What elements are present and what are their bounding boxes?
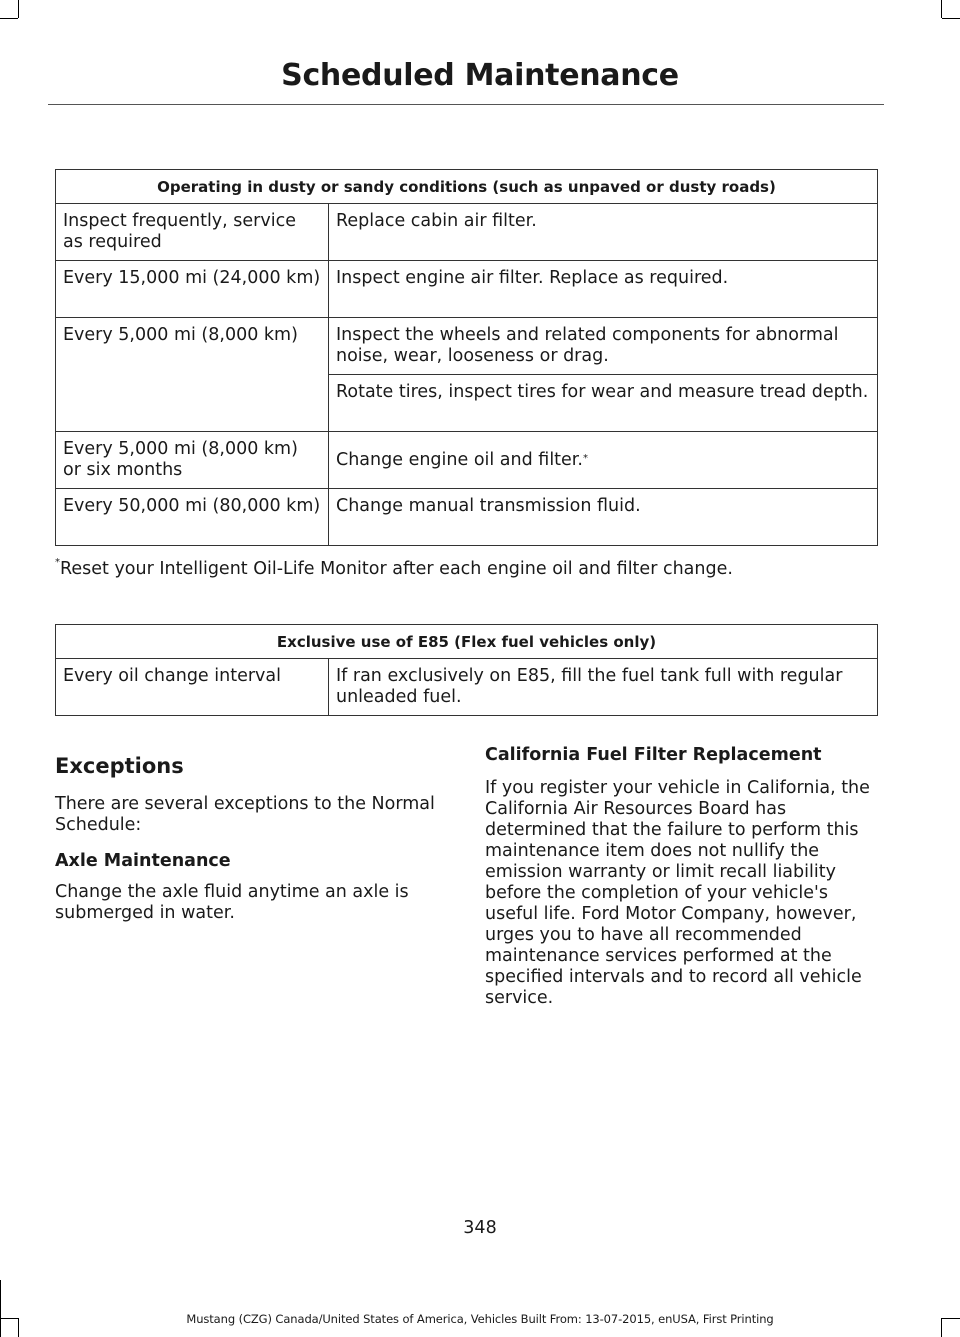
action-cell: Inspect the wheels and related components for abnormal noise, wear, looseness or drag. — [329, 318, 878, 375]
action-cell: Inspect engine air filter. Replace as required. — [329, 261, 878, 318]
interval-cell: Every 5,000 mi (8,000 km) or six months — [56, 432, 329, 489]
interval-cell: Every 50,000 mi (80,000 km) — [56, 489, 329, 546]
table-row — [56, 318, 878, 375]
interval-cell: Inspect frequently, service as required — [56, 204, 329, 261]
axle-maintenance-text: Change the axle fluid anytime an axle is submerged in water. — [55, 882, 409, 923]
table-row — [56, 432, 878, 489]
table-heading: Exclusive use of E85 (Flex fuel vehicles only) — [56, 625, 878, 659]
table-row — [56, 659, 878, 716]
title-divider — [48, 104, 884, 105]
california-section — [485, 744, 881, 1023]
table-row — [56, 204, 878, 261]
crop-mark-top-left-h — [0, 18, 18, 19]
action-cell: Rotate tires, inspect tires for wear and measure tread depth. — [329, 375, 878, 432]
california-text: If you register your vehicle in California, the California Air Resources Board has determined that the failure to perform this maintenance item does not nullify the emission warranty or limit recall liability before the completion of your vehicle's useful life. Ford Motor Company, however, urges you to have all recommended maintenance services performed at the specified intervals and to record all vehicle service. — [485, 778, 870, 1008]
table-footnote — [55, 559, 733, 579]
interval-cell: Every 5,000 mi (8,000 km) — [56, 318, 329, 432]
exceptions-intro: There are several exceptions to the Normal Schedule: — [55, 794, 435, 835]
exceptions-section — [55, 754, 450, 938]
table-row — [56, 489, 878, 546]
e85-table — [55, 624, 878, 716]
footnote-marker: * — [582, 452, 588, 464]
action-cell: Change manual transmission fluid. — [329, 489, 878, 546]
crop-mark-top-left — [18, 0, 19, 18]
action-cell — [329, 432, 878, 489]
page-title: Scheduled Maintenance — [281, 58, 679, 93]
footnote-text: Reset your Intelligent Oil-Life Monitor after each engine oil and filter change. — [60, 559, 733, 579]
footnote-marker: * — [55, 557, 60, 568]
interval-cell: Every oil change interval — [56, 659, 329, 716]
california-heading: California Fuel Filter Replacement — [485, 745, 822, 765]
axle-maintenance-heading: Axle Maintenance — [55, 851, 231, 871]
crop-mark-bottom-left — [0, 1280, 1, 1337]
action-cell: If ran exclusively on E85, fill the fuel tank full with regular unleaded fuel. — [329, 659, 878, 716]
table-header-row — [56, 170, 878, 204]
table-heading: Operating in dusty or sandy conditions (such as unpaved or dusty roads) — [56, 170, 878, 204]
crop-mark-top-right — [941, 0, 942, 18]
interval-cell: Every 15,000 mi (24,000 km) — [56, 261, 329, 318]
crop-mark-top-right-h — [942, 18, 960, 19]
page-number: 348 — [463, 1218, 497, 1238]
table-row — [56, 261, 878, 318]
page-footer: Mustang (CZG) Canada/United States of America, Vehicles Built From: 13-07-2015, enUSA, First Printing — [186, 1312, 774, 1326]
action-text: Change engine oil and filter. — [336, 449, 583, 470]
dusty-conditions-table — [55, 169, 878, 546]
table-header-row — [56, 625, 878, 659]
action-cell: Replace cabin air filter. — [329, 204, 878, 261]
exceptions-heading: Exceptions — [55, 754, 184, 778]
